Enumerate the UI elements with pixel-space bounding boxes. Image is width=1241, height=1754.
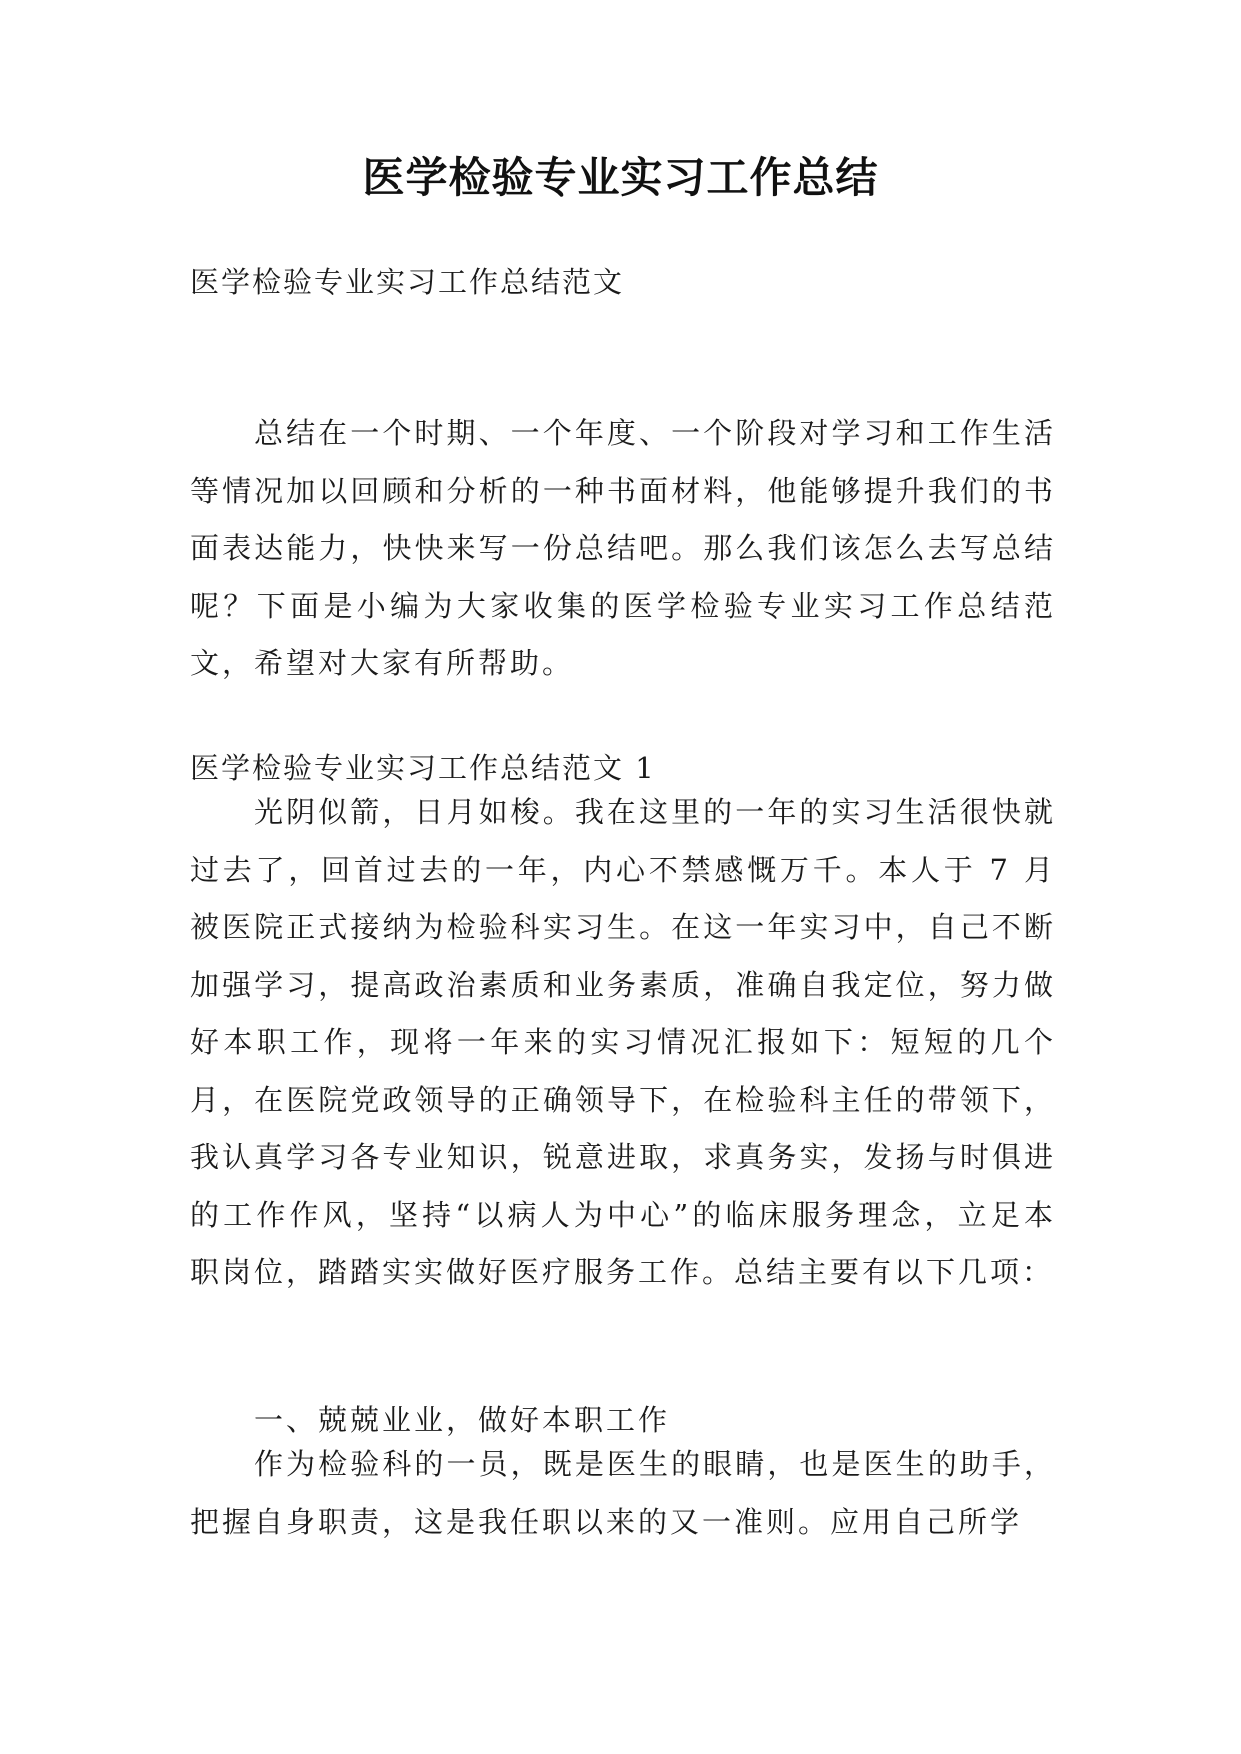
subsection-body-paragraph: 作为检验科的一员，既是医生的眼睛，也是医生的助手，把握自身职责，这是我任职以来的又一准则。应用自己所学 — [190, 1447, 1056, 1539]
section-body-paragraph: 光阴似箭，日月如梭。我在这里的一年的实习生活很快就过去了，回首过去的一年，内心不禁感慨万千。本人于 7 月被医院正式接纳为检验科实习生。在这一年实习中，自己不断加强学习，提高政治素质和业务素质，准确自我定位，努力做好本职工作，现将一年来的实习情况汇报如下：短短的几个月，在医院党政领导的正确领导下，在检验科主任的带领下，我认真学习各专业知识，锐意进取，求真务实，发扬与时俱进的工作作风，坚持“以病人为中心”的临床服务理念，立足本职岗位，踏踏实实做好医疗服务工作。总结主要有以下几项： — [190, 795, 1056, 1289]
section-heading: 医学检验专业实习工作总结范文 1 — [190, 751, 656, 785]
subsection-heading: 一、兢兢业业，做好本职工作 — [254, 1403, 671, 1437]
document-subtitle: 医学检验专业实习工作总结范文 — [190, 265, 625, 299]
document-title: 医学检验专业实习工作总结 — [362, 153, 879, 202]
intro-paragraph: 总结在一个时期、一个年度、一个阶段对学习和工作生活等情况加以回顾和分析的一种书面材料，他能够提升我们的书面表达能力，快快来写一份总结吧。那么我们该怎么去写总结呢？下面是小编为大家收集的医学检验专业实习工作总结范文，希望对大家有所帮助。 — [190, 416, 1056, 680]
